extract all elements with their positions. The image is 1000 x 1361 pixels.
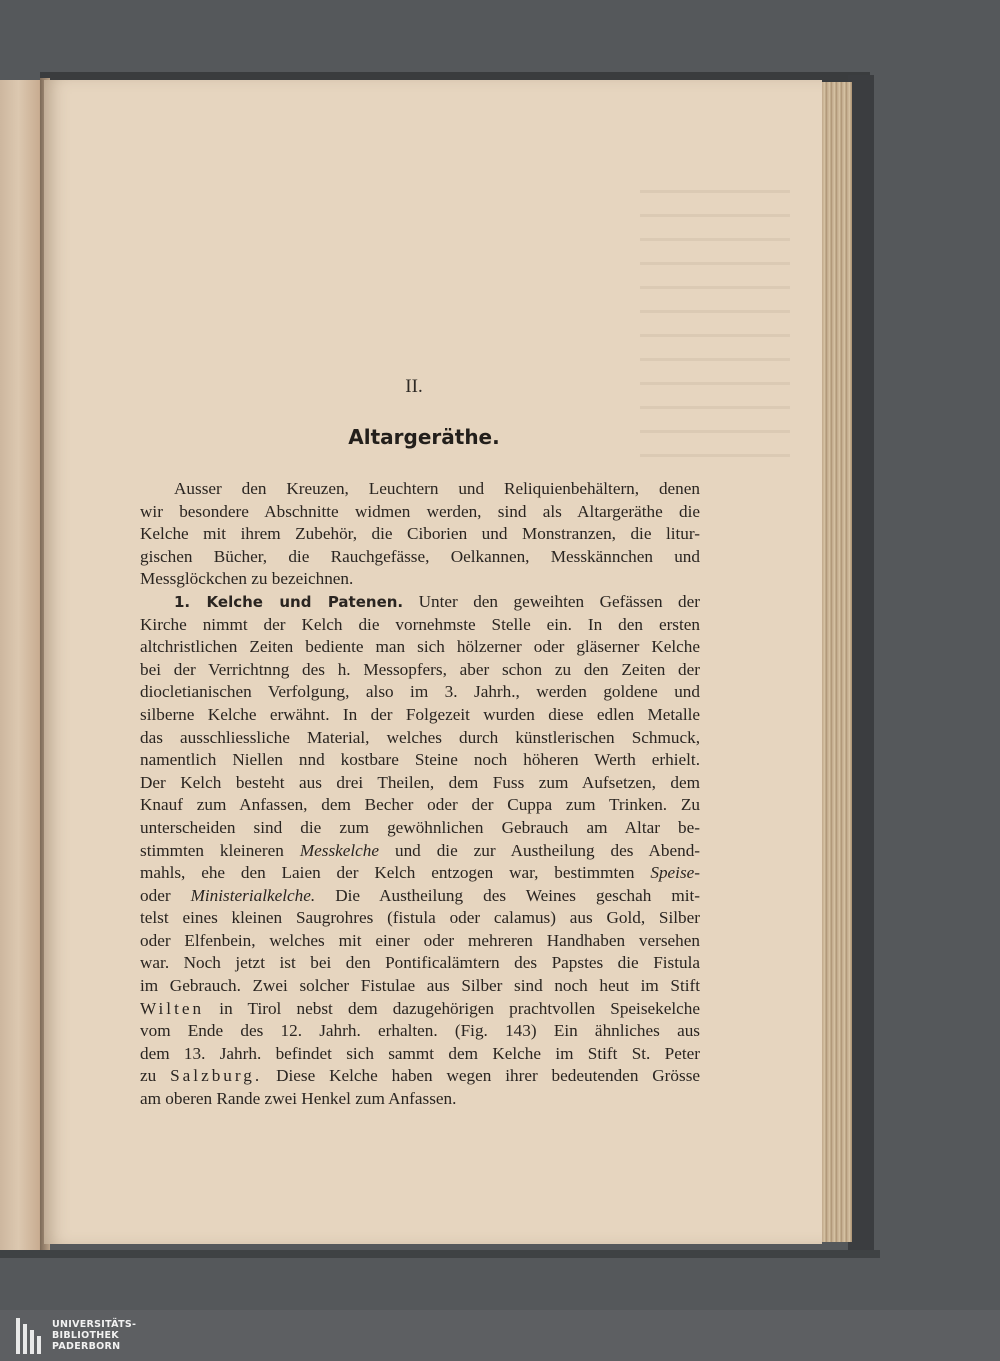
text-line: gischen Bücher, die Rauchgefässe, Oelkannen, Messkännchen und — [140, 546, 700, 566]
text-line: bei der Verrichtnng des h. Messopfers, aber schon zu den Zeiten der — [140, 659, 700, 679]
library-name-line1: UNIVERSITÄTS- — [52, 1319, 137, 1330]
library-logo-icon — [16, 1318, 46, 1354]
text-line: vom Ende des 12. Jahrh. erhalten. (Fig. 143) Ein ähnliches aus — [140, 1021, 700, 1041]
text-line: Messglöckchen zu bezeichnen. — [140, 569, 354, 589]
library-name-line2: BIBLIOTHEK — [52, 1330, 119, 1341]
text-span: Unter den geweihten Gefässen der — [418, 591, 700, 611]
text-line: das ausschliessliche Material, welches durch künstlerischen Schmuck, — [140, 727, 700, 747]
section-first-line — [140, 591, 700, 614]
text-line: altchristlichen Zeiten bediente man sich hölzerner oder gläserner Kelche — [140, 637, 700, 657]
body-text — [140, 478, 700, 1111]
text-span: Die Austheilung des Weines geschah mit- — [335, 885, 700, 905]
book-cover-bottom — [0, 1250, 880, 1258]
text-line: diocletianischen Verfolgung, also im 3. Jahrh., werden goldene und — [140, 682, 700, 702]
text-line: Der Kelch besteht aus drei Theilen, dem Fuss zum Aufsetzen, dem — [140, 772, 700, 792]
italic-term: Speise- — [650, 863, 700, 883]
chapter-title: Altargeräthe. — [348, 425, 500, 449]
text-span: stimmten kleineren — [140, 840, 284, 860]
text-line — [140, 1065, 700, 1088]
text-span: und die zur Austheilung des Abend- — [394, 840, 701, 860]
text-span: mahls, ehe den Laien der Kelch entzogen war, bestimmten — [140, 863, 635, 883]
text-line: Kelche mit ihrem Zubehör, die Ciborien und Monstranzen, die litur- — [140, 524, 700, 544]
text-line: Ausser den Kreuzen, Leuchtern und Reliquienbehältern, denen — [174, 479, 700, 498]
page-stack-edge — [818, 82, 852, 1242]
text-line: telst eines kleinen Saugrohres (fistula oder calamus) aus Gold, Silber — [140, 908, 700, 928]
text-line — [140, 840, 700, 863]
chapter-number: II. — [405, 376, 423, 397]
text-line: dem 13. Jahrh. befindet sich sammt dem Kelche im Stift St. Peter — [140, 1043, 700, 1063]
text-line — [140, 998, 700, 1021]
text-span: in Tirol nebst dem dazugehörigen prachtvollen Speisekelche — [219, 998, 700, 1018]
text-line: silberne Kelche erwähnt. In der Folgezeit wurden diese edlen Metalle — [140, 704, 700, 724]
text-line — [140, 885, 700, 908]
italic-term: Messkelche — [299, 840, 380, 860]
footer-bar — [0, 1310, 1000, 1361]
text-line: oder Elfenbein, welches mit einer oder mehreren Handhaben versehen — [140, 930, 700, 950]
library-name-line3: PADERBORN — [52, 1341, 121, 1352]
text-line: unterscheiden sind die zum gewöhnlichen Gebrauch am Altar be- — [140, 817, 700, 837]
text-span: Diese Kelche haben wegen ihrer bedeutenden Grösse — [276, 1066, 701, 1086]
text-line: Kirche nimmt der Kelch die vornehmste Stelle ein. In den ersten — [140, 614, 700, 634]
text-line: Knauf zum Anfassen, dem Becher oder der Cuppa zum Trinken. Zu — [140, 795, 700, 815]
text-line: am oberen Rande zwei Henkel zum Anfassen. — [140, 1089, 457, 1109]
spaced-place-name: Salzburg. — [170, 1066, 263, 1086]
text-line — [140, 862, 700, 885]
italic-term: Ministerialkelche. — [190, 885, 316, 905]
section-heading: 1. Kelche und Patenen. — [174, 592, 404, 611]
text-line: namentlich Niellen nnd kostbare Steine noch höheren Werth erhielt. — [140, 750, 700, 770]
text-line: im Gebrauch. Zwei solcher Fistulae aus Silber sind noch heut im Stift — [140, 976, 700, 996]
spaced-place-name: Wilten — [140, 998, 205, 1018]
text-span: oder — [140, 885, 171, 905]
text-line: war. Noch jetzt ist bei den Pontificalämtern des Papstes die Fistula — [140, 953, 700, 973]
right-page — [44, 80, 822, 1244]
text-line: wir besondere Abschnitte widmen werden, sind als Altargeräthe die — [140, 501, 700, 521]
text-span: zu — [140, 1066, 157, 1086]
library-name — [52, 1319, 136, 1352]
